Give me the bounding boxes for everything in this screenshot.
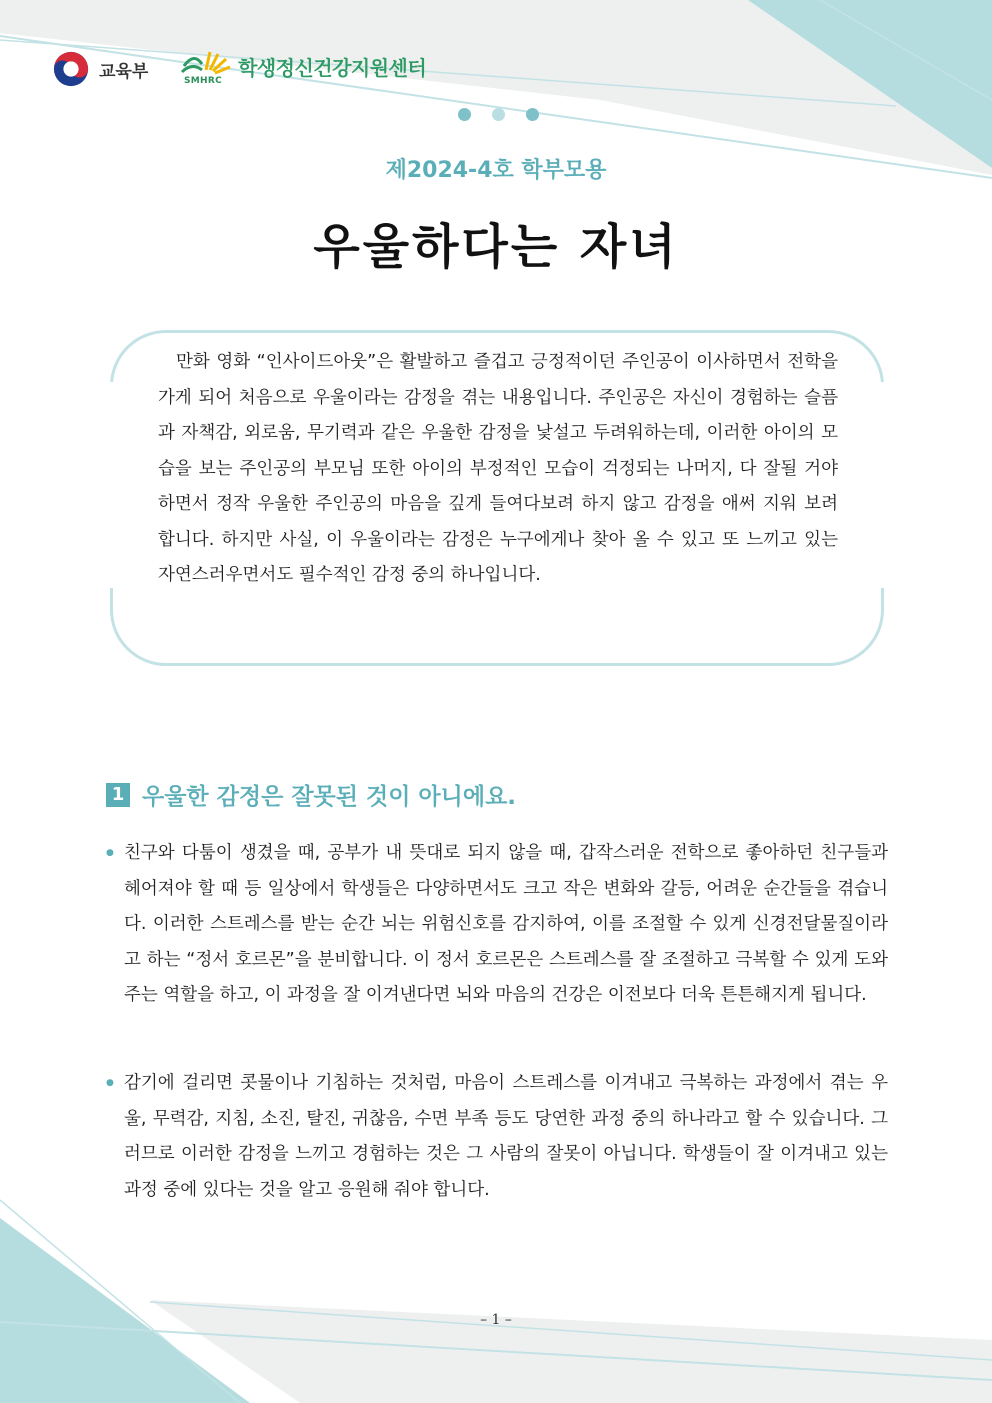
intro-box-gap-left bbox=[100, 382, 124, 588]
center-logo bbox=[180, 50, 426, 90]
intro-box-gap-right bbox=[872, 382, 896, 588]
bullet-item bbox=[106, 836, 888, 1014]
bullet-item bbox=[106, 1066, 888, 1208]
bullet-dot-icon: ● bbox=[106, 848, 114, 858]
taegeuk-emblem-icon bbox=[52, 50, 90, 88]
sun-rays-logo-icon bbox=[180, 50, 234, 90]
issue-label: 제2024-4호 학부모용 bbox=[385, 158, 607, 183]
center-name: 학생정신건강지원센터 bbox=[238, 56, 427, 80]
bullet-dot-icon: ● bbox=[106, 1078, 114, 1088]
intro-paragraph: 만화 영화 “인사이드아웃”은 활발하고 즐겁고 긍정적이던 주인공이 이사하면서 전학을 가게 되어 처음으로 우울이라는 감정을 겪는 내용입니다. 주인공은 자신이 경험하는 슬픔과 자책감, 외로움, 무기력과 같은 우울한 감정을 낯설고 두려워하는데, 이러한 아이의 모습을 보는 주인공의 부모님 또한 아이의 부정적인 모습이 걱정되는 나머지, 다 잘될 거야 하면서 정작 우울한 주인공의 마음을 깊게 들여다보려 하지 않고 감정을 애써 지워 보려 합니다. 하지만 사실, 이 우울이라는 감정은 누구에게나 찾아 올 수 있고 또 느끼고 있는 자연스러우면서도 필수적인 감정 중의 하나입니다. bbox=[158, 352, 838, 585]
ministry-logo bbox=[52, 50, 148, 88]
bullet-text: 친구와 다툼이 생겼을 때, 공부가 내 뜻대로 되지 않을 때, 갑작스러운 전학으로 좋아하던 친구들과 헤어져야 할 때 등 일상에서 학생들은 다양하면서도 크고 작은 변화와 갈등, 어려운 순간들을 겪습니다. 이러한 스트레스를 받는 순간 뇌는 위험신호를 감지하여, 이를 조절할 수 있게 신경전달물질이라고 하는 “정서 호르몬”을 분비합니다. 이 정서 호르몬은 스트레스를 잘 조절하고 극복할 수 있게 도와주는 역할을 하고, 이 과정을 잘 이겨낸다면 뇌와 마음의 건강은 이전보다 더욱 튼튼해지게 됩니다. bbox=[124, 843, 888, 1005]
decorative-dots bbox=[458, 108, 539, 121]
page-title: 우울하다는 자녀 bbox=[313, 219, 679, 275]
dot-icon bbox=[526, 108, 539, 121]
dot-icon bbox=[458, 108, 471, 121]
page-number: – 1 – bbox=[480, 1312, 512, 1328]
section-title: 우울한 감정은 잘못된 것이 아니에요. bbox=[142, 784, 517, 810]
dot-icon bbox=[492, 108, 505, 121]
ministry-name: 교육부 bbox=[99, 61, 149, 82]
bullet-text: 감기에 걸리면 콧물이나 기침하는 것처럼, 마음이 스트레스를 이겨내고 극복하는 과정에서 겪는 우울, 무력감, 지침, 소진, 탈진, 귀찮음, 수면 부족 등도 당연한 과정 중의 하나라고 할 수 있습니다. 그러므로 이러한 감정을 느끼고 경험하는 것은 그 사람의 잘못이 아닙니다. 학생들이 잘 이겨내고 있는 과정 중에 있다는 것을 알고 응원해 줘야 합니다. bbox=[124, 1073, 888, 1200]
center-abbreviation: SMHRC bbox=[184, 76, 223, 86]
section-number-badge: 1 bbox=[106, 783, 130, 807]
section-heading bbox=[106, 778, 516, 811]
